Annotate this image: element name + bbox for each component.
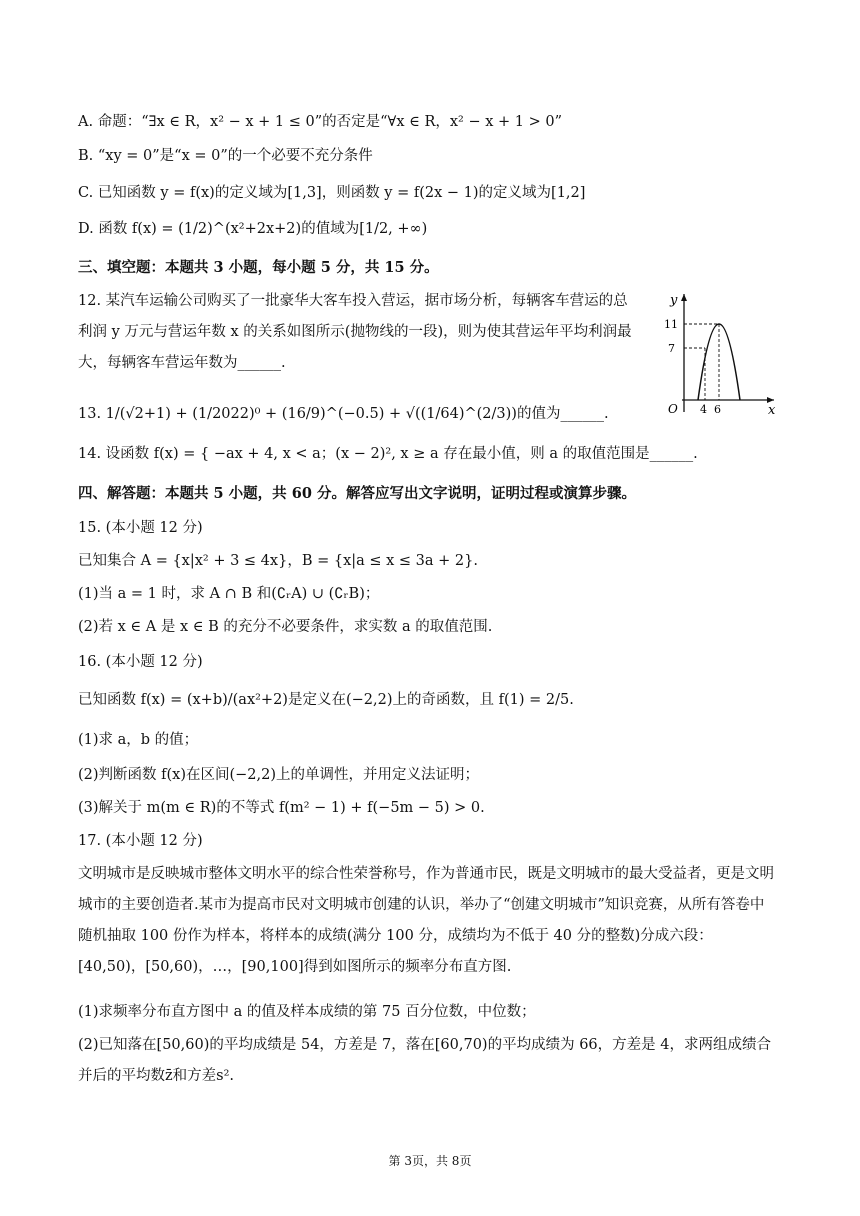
- question-15-heading: 15. (本小题 12 分): [78, 520, 203, 536]
- x-axis-label: x: [768, 403, 776, 418]
- question-15-stem: 已知集合 A = {x|x² + 3 ≤ 4x}，B = {x|a ≤ x ≤ 3a + 2}.: [78, 553, 478, 569]
- question-16-part-2: (2)判断函数 f(x)在区间(−2,2)上的单调性，并用定义法证明；: [78, 767, 480, 783]
- question-15-part-2: (2)若 x ∈ A 是 x ∈ B 的充分不必要条件，求实数 a 的取值范围.: [78, 619, 493, 635]
- y-axis-arrow: [681, 294, 687, 301]
- option-b: B. “xy = 0”是“x = 0”的一个必要不充分条件: [78, 148, 373, 164]
- profit-graph: [650, 288, 780, 418]
- x-tick-6: 6: [714, 403, 721, 416]
- question-16-part-3: (3)解关于 m(m ∈ R)的不等式 f(m² − 1) + f(−5m − 5) > 0.: [78, 800, 485, 816]
- question-17-heading: 17. (本小题 12 分): [78, 833, 203, 849]
- y-axis-label: y: [670, 293, 678, 308]
- origin-label: O: [668, 402, 678, 416]
- question-17-part-1: (1)求频率分布直方图中 a 的值及样本成绩的第 75 百分位数，中位数；: [78, 1004, 536, 1020]
- x-tick-4: 4: [700, 403, 707, 416]
- question-16-stem: 已知函数 f(x) = (x+b)/(ax²+2)是定义在(−2,2)上的奇函数，且 f(1) = 2/5.: [78, 692, 574, 708]
- question-14: 14. 设函数 f(x) = { −ax + 4, x < a；(x − 2)², x ≥ a 存在最小值，则 a 的取值范围是______.: [78, 446, 698, 462]
- question-16-part-1: (1)求 a，b 的值；: [78, 732, 199, 748]
- option-a: A. 命题：“∃x ∈ R，x² − x + 1 ≤ 0”的否定是“∀x ∈ R，x² − x + 1 > 0”: [78, 114, 562, 130]
- option-c: C. 已知函数 y = f(x)的定义域为[1,3]，则函数 y = f(2x − 1)的定义域为[1,2]: [78, 185, 586, 201]
- question-13: 13. 1/(√2+1) + (1/2022)⁰ + (16/9)^(−0.5) + √((1/64)^(2/3))的值为______.: [78, 406, 609, 422]
- option-d: D. 函数 f(x) = (1/2)^(x²+2x+2)的值域为[1/2, +∞): [78, 221, 428, 237]
- question-16-heading: 16. (本小题 12 分): [78, 654, 203, 670]
- page-footer: 第 3页，共 8页: [388, 1154, 472, 1168]
- question-15-part-1: (1)当 a = 1 时，求 A ∩ B 和(∁ᵣA) ∪ (∁ᵣB)；: [78, 586, 380, 602]
- question-12: 12. 某汽车运输公司购买了一批豪华大客车投入营运，据市场分析，每辆客车营运的总利润 y 万元与营运年数 x 的关系如图所示(抛物线的一段)，则为使其营运年平均利润最大，每辆客车营运年数为______.: [78, 293, 632, 371]
- question-17-stem: 文明城市是反映城市整体文明水平的综合性荣誉称号，作为普通市民，既是文明城市的最大受益者，更是文明城市的主要创造者.某市为提高市民对文明城市创建的认识，举办了“创建文明城市”知识竞赛，从所有答卷中随机抽取 100 份作为样本，将样本的成绩(满分 100 分，成绩均为不低于 40 分的整数)分成六段：[40,50)，[50,60)，…，[90,100]得到如图所示的频率分布直方图.: [78, 866, 774, 975]
- y-tick-11: 11: [664, 318, 678, 331]
- y-tick-7: 7: [668, 342, 675, 355]
- question-17-part-2: (2)已知落在[50,60)的平均成绩是 54，方差是 7，落在[60,70)的平均成绩为 66，方差是 4，求两组成绩合并后的平均数z̄和方差s².: [78, 1037, 771, 1084]
- section-4-heading: 四、解答题：本题共 5 小题，共 60 分。解答应写出文字说明，证明过程或演算步骤。: [78, 485, 636, 502]
- section-3-heading: 三、填空题：本题共 3 小题，每小题 5 分，共 15 分。: [78, 259, 439, 276]
